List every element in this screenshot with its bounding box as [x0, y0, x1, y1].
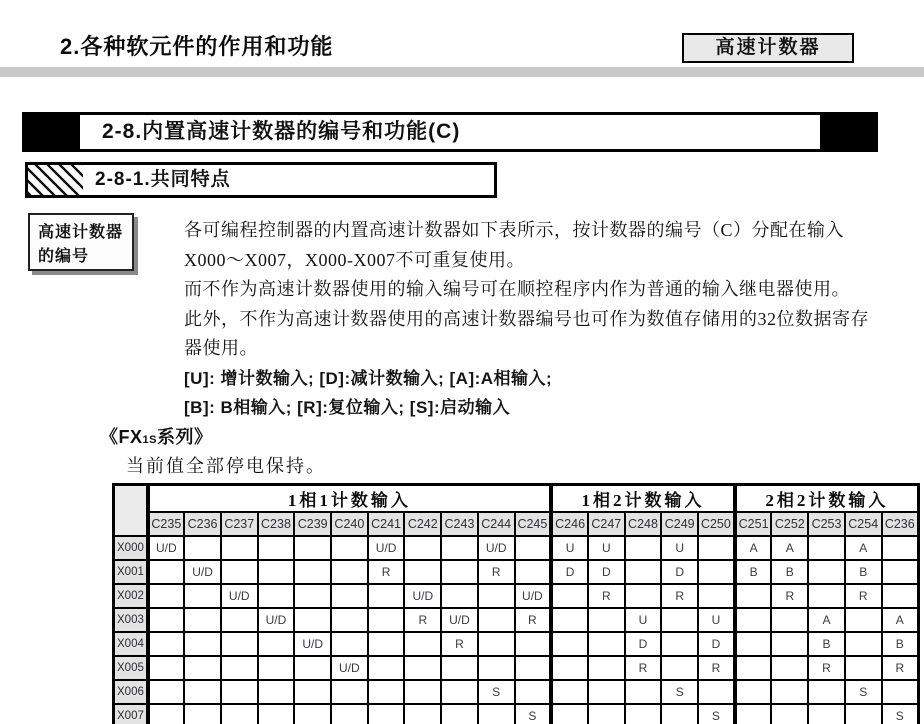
- column-header: C247: [588, 512, 625, 536]
- table-cell: [882, 560, 919, 584]
- table-cell: [771, 608, 808, 632]
- table-cell: [551, 584, 588, 608]
- table-cell: U/D: [441, 608, 478, 632]
- table-cell: [221, 536, 258, 560]
- table-cell: [441, 560, 478, 584]
- chapter-title: 2.各种软元件的作用和功能: [60, 34, 334, 59]
- table-cell: U/D: [184, 560, 221, 584]
- column-header: C252: [771, 512, 808, 536]
- group-header: 2相2计数输入: [735, 485, 919, 513]
- column-header: C253: [808, 512, 845, 536]
- table-cell: B: [808, 632, 845, 656]
- table-cell: A: [808, 608, 845, 632]
- table-cell: [331, 536, 368, 560]
- table-cell: [184, 656, 221, 680]
- table-cell: S: [882, 704, 919, 724]
- hatch-pattern: [28, 165, 83, 195]
- table-cell: D: [625, 632, 662, 656]
- table-cell: [771, 632, 808, 656]
- table-body: [114, 536, 919, 724]
- table-cell: R: [808, 656, 845, 680]
- table-cell: [735, 632, 772, 656]
- legend-line: [U]: 增计数输入; [D]:减计数输入; [A]:A相输入;: [184, 368, 553, 388]
- table-cell: [882, 536, 919, 560]
- table-cell: [735, 656, 772, 680]
- table-cell: [441, 584, 478, 608]
- table-cell: U/D: [294, 632, 331, 656]
- table-cell: R: [515, 608, 552, 632]
- column-header: C238: [258, 512, 295, 536]
- subsection-banner: [25, 162, 497, 198]
- counter-table-wrap: [112, 483, 920, 724]
- table-cell: [294, 680, 331, 704]
- table-cell: [294, 704, 331, 724]
- table-cell: S: [515, 704, 552, 724]
- table-cell: R: [698, 656, 735, 680]
- table-cell: U/D: [331, 656, 368, 680]
- body-paragraph: [184, 216, 894, 423]
- table-row: [114, 680, 919, 704]
- table-cell: [515, 560, 552, 584]
- table-cell: [331, 584, 368, 608]
- table-cell: [882, 584, 919, 608]
- group-header: 1相1计数输入: [148, 485, 552, 513]
- table-cell: [148, 680, 185, 704]
- table-cell: [404, 632, 441, 656]
- table-cell: [221, 608, 258, 632]
- table-cell: [515, 680, 552, 704]
- table-cell: [258, 536, 295, 560]
- table-cell: [368, 704, 405, 724]
- table-cell: B: [735, 560, 772, 584]
- table-cell: R: [368, 560, 405, 584]
- table-cell: [588, 656, 625, 680]
- table-cell: [258, 656, 295, 680]
- table-cell: U/D: [478, 536, 515, 560]
- table-cell: D: [588, 560, 625, 584]
- row-label: X003: [114, 608, 148, 632]
- table-cell: [808, 680, 845, 704]
- table-cell: [698, 560, 735, 584]
- table-cell: [404, 680, 441, 704]
- table-cell: [148, 560, 185, 584]
- table-row: [114, 560, 919, 584]
- body-line: 此外，不作为高速计数器使用的高速计数器编号也可作为数值存储用的32位数据寄存: [184, 308, 869, 329]
- table-cell: [148, 656, 185, 680]
- series-title-suffix: 系列》: [156, 427, 213, 447]
- table-cell: U: [698, 608, 735, 632]
- row-label: X002: [114, 584, 148, 608]
- table-cell: R: [625, 656, 662, 680]
- table-cell: [331, 632, 368, 656]
- margin-label-line2: 的编号: [38, 248, 90, 265]
- header-divider: [0, 67, 924, 77]
- table-cell: B: [882, 632, 919, 656]
- table-cell: [625, 560, 662, 584]
- subsection-title: 2-8-1.共同特点: [95, 169, 231, 190]
- table-cell: R: [478, 560, 515, 584]
- table-cell: [661, 632, 698, 656]
- table-cell: [771, 704, 808, 724]
- column-header: C243: [441, 512, 478, 536]
- table-cell: [258, 584, 295, 608]
- table-cell: [551, 680, 588, 704]
- table-cell: [258, 680, 295, 704]
- table-cell: [221, 704, 258, 724]
- table-cell: [184, 608, 221, 632]
- table-cell: [441, 536, 478, 560]
- column-header: C248: [625, 512, 662, 536]
- column-header: C245: [515, 512, 552, 536]
- table-cell: U: [625, 608, 662, 632]
- table-cell: [404, 560, 441, 584]
- table-cell: [184, 680, 221, 704]
- table-cell: [294, 656, 331, 680]
- table-cell: [771, 680, 808, 704]
- table-cell: [661, 656, 698, 680]
- table-cell: [735, 704, 772, 724]
- column-header: C254: [845, 512, 882, 536]
- margin-label-line1: 高速计数器: [38, 224, 124, 241]
- group-header: 1相2计数输入: [551, 485, 735, 513]
- table-cell: A: [845, 536, 882, 560]
- table-cell: [441, 704, 478, 724]
- table-cell: [478, 656, 515, 680]
- table-cell: [661, 704, 698, 724]
- table-cell: [478, 608, 515, 632]
- table-cell: B: [845, 560, 882, 584]
- table-cell: U: [588, 536, 625, 560]
- table-cell: [294, 584, 331, 608]
- table-cell: [184, 536, 221, 560]
- table-cell: [515, 536, 552, 560]
- table-cell: [735, 608, 772, 632]
- table-cell: R: [404, 608, 441, 632]
- table-cell: [808, 704, 845, 724]
- table-cell: [515, 632, 552, 656]
- table-cell: [771, 656, 808, 680]
- table-cell: [478, 704, 515, 724]
- table-cell: [588, 704, 625, 724]
- table-cell: S: [478, 680, 515, 704]
- column-header-row: [114, 512, 919, 536]
- table-cell: U/D: [221, 584, 258, 608]
- table-cell: [588, 608, 625, 632]
- table-cell: [148, 704, 185, 724]
- column-header: C240: [331, 512, 368, 536]
- table-cell: [404, 704, 441, 724]
- table-cell: [258, 704, 295, 724]
- table-cell: [845, 608, 882, 632]
- table-cell: [551, 608, 588, 632]
- table-cell: [368, 584, 405, 608]
- table-row: [114, 584, 919, 608]
- table-cell: [698, 680, 735, 704]
- table-cell: R: [588, 584, 625, 608]
- table-cell: [845, 632, 882, 656]
- table-cell: [845, 704, 882, 724]
- table-cell: [368, 656, 405, 680]
- table-row: [114, 632, 919, 656]
- table-cell: [221, 656, 258, 680]
- table-cell: U/D: [148, 536, 185, 560]
- body-line: 而不作为高速计数器使用的输入编号可在顺控程序内作为普通的输入继电器使用。: [184, 279, 850, 299]
- table-cell: R: [441, 632, 478, 656]
- column-header: C239: [294, 512, 331, 536]
- column-header: C237: [221, 512, 258, 536]
- table-cell: [368, 680, 405, 704]
- table-cell: [184, 584, 221, 608]
- table-cell: [294, 608, 331, 632]
- table-cell: [882, 680, 919, 704]
- row-label: X005: [114, 656, 148, 680]
- column-header: C236: [882, 512, 919, 536]
- table-cell: U: [661, 536, 698, 560]
- table-cell: S: [845, 680, 882, 704]
- table-cell: [184, 632, 221, 656]
- table-cell: [368, 632, 405, 656]
- table-cell: [625, 584, 662, 608]
- column-header: C244: [478, 512, 515, 536]
- table-cell: [148, 608, 185, 632]
- legend-line: [B]: B相输入; [R]:复位输入; [S]:启动输入: [184, 398, 511, 417]
- table-cell: [221, 632, 258, 656]
- table-cell: [808, 584, 845, 608]
- table-cell: R: [771, 584, 808, 608]
- table-cell: U: [551, 536, 588, 560]
- table-cell: A: [735, 536, 772, 560]
- table-cell: [588, 680, 625, 704]
- table-cell: R: [845, 584, 882, 608]
- table-cell: [331, 560, 368, 584]
- table-cell: S: [698, 704, 735, 724]
- table-cell: [258, 560, 295, 584]
- table-cell: [515, 656, 552, 680]
- row-label: X006: [114, 680, 148, 704]
- body-line: 器使用。: [184, 338, 258, 358]
- margin-label-box: [28, 213, 134, 271]
- table-cell: [258, 632, 295, 656]
- group-header-row: [114, 485, 919, 513]
- series-title-prefix: 《FX: [100, 427, 143, 447]
- table-head: [114, 485, 919, 537]
- column-header: C241: [368, 512, 405, 536]
- table-row: [114, 608, 919, 632]
- column-header: C235: [148, 512, 185, 536]
- table-cell: [221, 560, 258, 584]
- table-cell: [331, 608, 368, 632]
- table-cell: R: [882, 656, 919, 680]
- table-cell: [698, 584, 735, 608]
- table-cell: [625, 680, 662, 704]
- table-cell: [625, 704, 662, 724]
- table-cell: S: [661, 680, 698, 704]
- table-corner-cell: [114, 485, 148, 537]
- table-cell: U/D: [404, 584, 441, 608]
- table-cell: [735, 584, 772, 608]
- row-label: X000: [114, 536, 148, 560]
- section-banner: [22, 112, 878, 152]
- table-cell: D: [698, 632, 735, 656]
- table-cell: [148, 584, 185, 608]
- table-cell: [588, 632, 625, 656]
- table-cell: [698, 536, 735, 560]
- column-header: C242: [404, 512, 441, 536]
- table-row: [114, 656, 919, 680]
- table-cell: [808, 536, 845, 560]
- table-cell: [478, 584, 515, 608]
- table-cell: U/D: [368, 536, 405, 560]
- table-cell: [184, 704, 221, 724]
- table-cell: [368, 608, 405, 632]
- table-cell: [294, 536, 331, 560]
- series-title-sub: 1S: [142, 434, 157, 446]
- table-cell: D: [661, 560, 698, 584]
- corner-tag: 高速计数器: [682, 33, 854, 63]
- table-cell: [551, 704, 588, 724]
- column-header: C236: [184, 512, 221, 536]
- table-cell: D: [551, 560, 588, 584]
- table-cell: U/D: [258, 608, 295, 632]
- row-label: X001: [114, 560, 148, 584]
- table-cell: [441, 656, 478, 680]
- table-cell: [148, 632, 185, 656]
- table-cell: [404, 656, 441, 680]
- table-cell: U/D: [515, 584, 552, 608]
- row-label: X004: [114, 632, 148, 656]
- table-cell: [625, 536, 662, 560]
- table-cell: [478, 632, 515, 656]
- table-cell: B: [771, 560, 808, 584]
- column-header: C251: [735, 512, 772, 536]
- counter-table: [112, 483, 920, 724]
- column-header: C246: [551, 512, 588, 536]
- table-row: [114, 536, 919, 560]
- table-cell: A: [882, 608, 919, 632]
- table-cell: [331, 680, 368, 704]
- table-cell: [404, 536, 441, 560]
- table-cell: [845, 656, 882, 680]
- table-cell: [551, 656, 588, 680]
- table-cell: [735, 680, 772, 704]
- body-line: X000～X007，X000-X007不可重复使用。: [184, 249, 525, 270]
- table-cell: [294, 560, 331, 584]
- series-note: 当前值全部停电保持。: [126, 456, 326, 476]
- section-title: 2-8.内置高速计数器的编号和功能(C): [80, 115, 820, 149]
- table-cell: [221, 680, 258, 704]
- series-title: [100, 423, 212, 449]
- column-header: C249: [661, 512, 698, 536]
- table-cell: [331, 704, 368, 724]
- table-cell: [661, 608, 698, 632]
- table-row: [114, 704, 919, 724]
- body-line: 各可编程控制器的内置高速计数器如下表所示，按计数器的编号（C）分配在输入: [184, 220, 845, 240]
- column-header: C250: [698, 512, 735, 536]
- table-cell: [551, 632, 588, 656]
- table-cell: A: [771, 536, 808, 560]
- table-cell: [808, 560, 845, 584]
- table-cell: [441, 680, 478, 704]
- row-label: X007: [114, 704, 148, 724]
- table-cell: R: [661, 584, 698, 608]
